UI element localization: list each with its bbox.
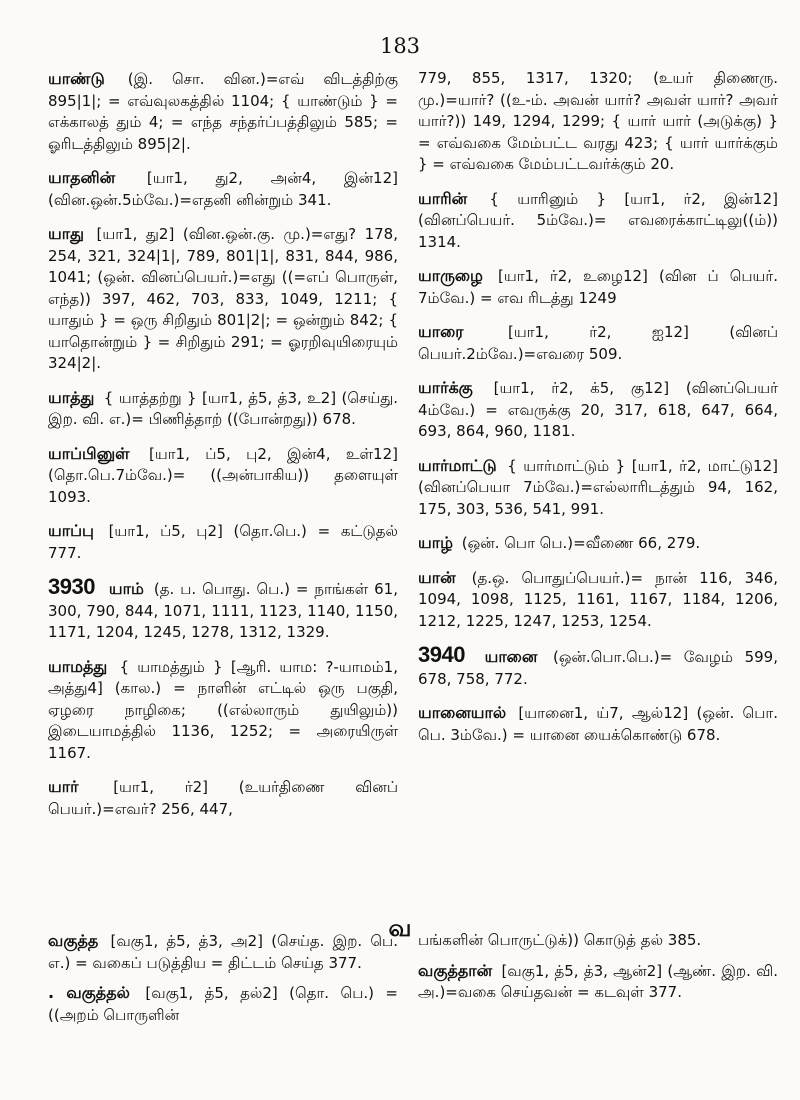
dictionary-entry [48,656,398,765]
left-column [48,68,398,913]
dictionary-entry [418,702,778,746]
bottom-columns [48,930,778,1034]
entry-text: [யா1, ப்5, பு2] (தொ.பெ.) = கட்டுதல் 777. [48,522,398,562]
dictionary-entry [418,455,778,521]
dictionary-entry [48,223,398,375]
dictionary-entry [418,265,778,309]
entry-headword: யாரின் [418,188,468,208]
entry-headword: யாதனின் [48,168,116,187]
dictionary-entry [418,644,778,690]
dictionary-entry [418,188,778,254]
right-column [418,68,778,913]
entry-text: [யா1, ர்2, உழை12] (வின ப் பெயர். 7ம்வே.) = எவ ரிடத்து 1249 [418,267,778,307]
entry-headword: யாத்து [48,387,95,407]
entry-headword: வகுத்த [48,931,99,950]
entry-headword: யாழ் [418,533,453,552]
entry-text: { யாரினும் } [யா1, ர்2, இன்12] (வினப்பெயர். 5ம்வே.)= எவரைக்காட்டிலு((ம்)) 1314. [418,189,778,251]
entry-headword: யாருழை [418,266,483,285]
section-letter: வ [388,914,412,942]
dictionary-entry [48,387,398,431]
dictionary-entry-continued [418,68,778,176]
entry-headword: யாப்பினுள் [48,443,130,463]
entry-text: [யா1, ர்2] (உயர்திணை வினப் பெயர்.)=எவர்? 256, 447, [48,778,398,818]
bottom-left-column [48,930,398,1034]
entry-text: [வகு1, த்5, த்3, ஆன்2] (ஆண். இற. வி. அ.)=வகை செய்தவன் = கடவுள் 377. [418,961,778,1001]
entry-text: (இ. சொ. வின.)=எவ் விடத்திற்கு 895|1|; = எவ்வுலகத்தில் 1104; { யாண்டும் } = எக்காலத் தும் 4; = எந்த சந்தர்ப்பத்திலும் 585; = ஓரிடத்திலும் 895|2|. [48,70,398,153]
entry-headword: யாப்பு [48,521,94,540]
dictionary-entry [48,167,398,211]
entry-text: [யானை1, ய்7, ஆல்12] (ஒன். பொ. பெ. 3ம்வே.) = யானை யைக்கொண்டு 678. [418,704,778,744]
entry-text: [யா1, து2] (வின.ஒன்.கு. மு.)=எது? 178, 254, 321, 324|1|, 789, 801|1|, 831, 844, 986, 1041; (ஒன். வினப்பெயர்.)=எது ((=எப் பொருள், எந்த)) 397, 462, 703, 833, 1049, 1211; { யாதும் } = ஒரு சிறிதும் 801|2|; = ஒன்றும் 842; { யாதொன்றும் } = சிறிதும் 291; = ஓரறிவுயிரையும் 324|2|. [48,225,398,372]
entry-text: { யாத்தற்று } [யா1, த்5, த்3, உ2] (செய்து. இற. வி. எ.)= பிணித்தாற் ((போன்றது)) 678. [48,388,398,428]
entry-text: (த.ஒ. பொதுப்பெயர்.)= நான் 116, 346, 1094, 1098, 1125, 1161, 1167, 1184, 1206, 1212, 1225, 1247, 1253, 1254. [418,568,778,630]
entry-headword: யான் [418,567,456,587]
entry-headword: யாம் [108,579,144,598]
dictionary-entry [418,532,778,555]
entry-number: 3930 [48,574,95,599]
dictionary-entry [48,520,398,564]
entry-number: 3940 [418,642,465,667]
entry-headword: யார்க்கு [418,378,473,397]
dictionary-entry [48,930,398,974]
entry-text: [யா1, ப்5, பு2, இன்4, உள்12] (தொ.பெ.7ம்வே.)= ((அன்பாகிய)) தளையுள் 1093. [48,444,398,506]
dictionary-entry [48,776,398,820]
entry-text: (ஒன். பொ பெ.)=வீணை 66, 279. [461,534,701,552]
dictionary-entry [418,377,778,443]
dictionary-entry [418,321,778,365]
dictionary-entry [418,567,778,633]
entry-headword: யார் [48,777,79,796]
entry-headword: யானை [484,647,538,666]
entry-text: [யா1, ர்2, ஐ12] (வினப் பெயர்.2ம்வே.)=எவரை 509. [418,323,778,363]
entry-text: (ஒன்.பொ.பெ.)= வேழம் 599, 678, 758, 772. [418,648,778,688]
entry-headword: யானையால் [418,703,507,722]
entry-text: { யார்மாட்டும் } [யா1, ர்2, மாட்டு12] (வினப்பெயா 7ம்வே.)=எல்லாரிடத்தும் 94, 162, 175, 303, 536, 541, 991. [418,456,778,518]
dictionary-entry [48,443,398,509]
dictionary-entry [48,982,398,1026]
dictionary-entry [48,576,398,644]
entry-text: பங்களின் பொருட்டுக்)) கொடுத் தல் 385. [418,931,702,949]
entry-headword: யாண்டு [48,69,105,88]
entry-headword: யார்மாட்டு [418,455,497,475]
entry-headword: வகுத்தான் [418,960,493,980]
entry-headword: . வகுத்தல் [48,983,130,1002]
entry-headword: யாமத்து [48,656,108,676]
dictionary-entry-continued [418,930,778,952]
entry-text: (த. ப. பொது. பெ.) = நாங்கள் 61, 300, 790, 844, 1071, 1111, 1123, 1140, 1150, 1171, 1204, 1245, 1278, 1312, 1329. [48,580,398,641]
dictionary-entry [418,960,778,1004]
entry-text: [வகு1, த்5, தல்2] (தொ. பெ.) = ((அறம் பொருளின் [48,984,398,1024]
entry-text: [யா1, ர்2, க்5, கு12] (வினப்பெயர் 4ம்வே.) = எவருக்கு 20, 317, 618, 647, 664, 693, 864, 960, 1181. [418,379,778,440]
entry-text: 779, 855, 1317, 1320; (உயர் திணைரு. மு.)=யார்? ((உ-ம். அவன் யார்? அவள் யார்? அவர் யார்?)) 149, 1294, 1299; { யார் யார் (அடுக்கு) } = எவ்வகை மேம்பட்ட வரது 423; { யார் யார்க்கும் } = எவ்வகை மேம்பட்டவர்க்கும் 20. [418,69,778,173]
entry-headword: யாரை [418,322,464,341]
entry-text: [வகு1, த்5, த்3, அ2] (செய்த. இற. பெ. எ.) = வகைப் படுத்திய = திட்டம் செய்த 377. [48,932,398,972]
entry-headword: யாது [48,224,84,243]
dictionary-columns [48,68,778,913]
dictionary-entry [48,68,398,155]
entry-text: [யா1, து2, அன்4, இன்12] (வின.ஒன்.5ம்வே.)=எதனி னின்றும் 341. [48,169,398,209]
bottom-right-column [418,930,778,1034]
page-number: 183 [379,34,421,58]
entry-text: { யாமத்தும் } [ஆரி. யாம: ?-யாமம்1, அத்து4] (கால.) = நாளின் எட்டில் ஒரு பகுதி, ஏழரை நாழிகை; ((எல்லாரும் துயிலும்)) இடையாமத்தில் 1136, 1252; = அரையிருள் 1167. [48,657,398,762]
